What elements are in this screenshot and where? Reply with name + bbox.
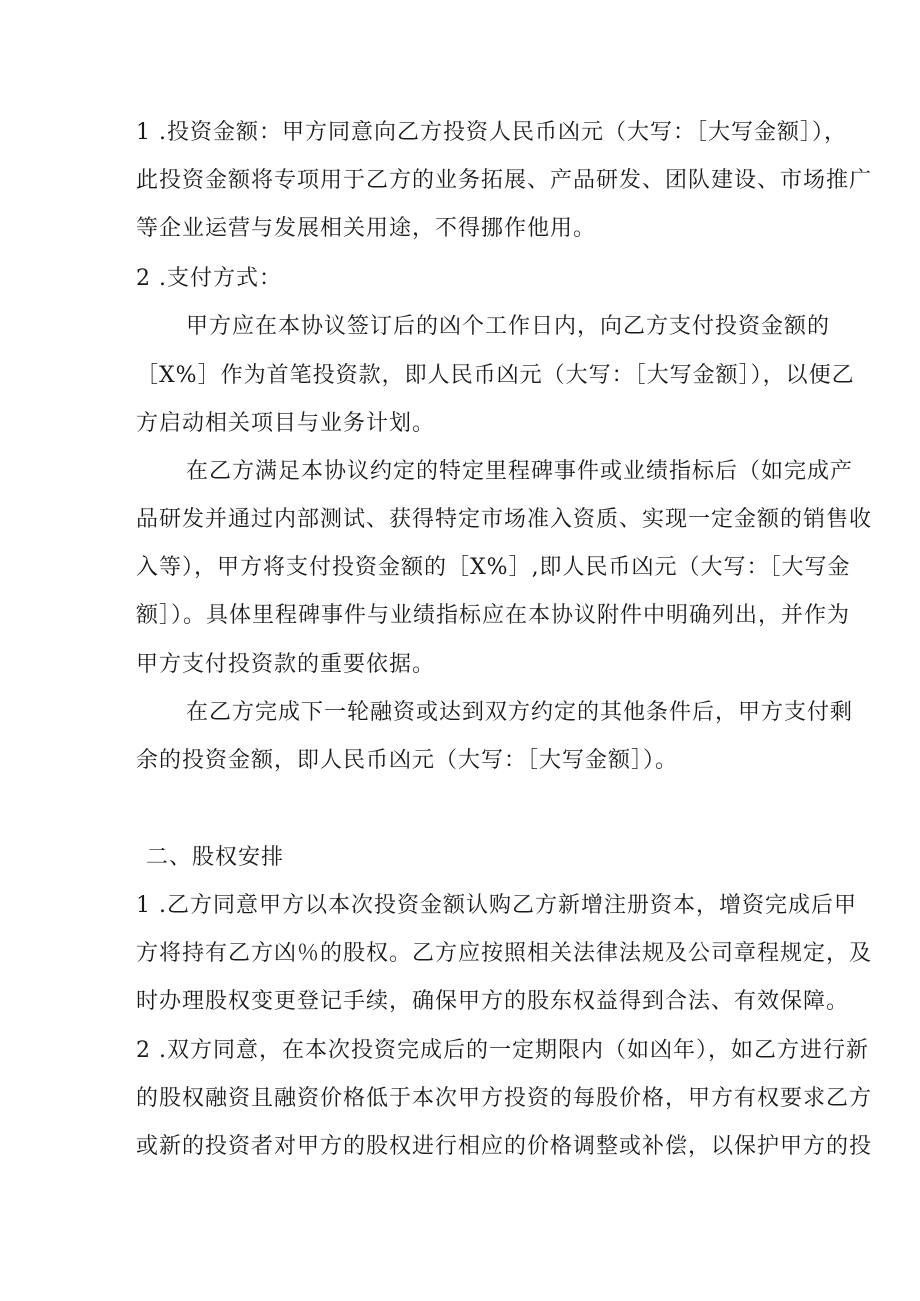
remaining-payment-line-2: 余的投资金额，即人民币凶元（大写：［大写金额］）。 [136, 748, 679, 773]
remaining-payment-line-1: 在乙方完成下一轮融资或达到双方约定的其他条件后，甲方支付剩 [186, 700, 854, 725]
first-payment-line-1: 甲方应在本协议签订后的凶个工作日内，向乙方支付投资金额的 [186, 314, 831, 339]
milestone-line-4: 额］）。具体里程碑事件与业绩指标应在本协议附件中明确列出，并作为 [136, 603, 851, 628]
equity-item2-line-3: 或新的投资者对甲方的股权进行相应的价格调整或补偿，以保护甲方的投 [136, 1134, 873, 1159]
first-payment-line-2: ［X%］作为首笔投资款，即人民币凶元（大写：［大写金额］），以便乙 [136, 363, 855, 388]
investment-amount-line-3: 等企业运营与发展相关用途，不得挪作他用。 [136, 216, 597, 241]
investment-amount-line-1: 1 .投资金额：甲方同意向乙方投资人民币凶元（大写：［大写金额］）， [136, 120, 847, 145]
investment-amount-line-2: 此投资金额将专项用于乙方的业务拓展、产品研发、团队建设、市场推广 [136, 168, 873, 193]
milestone-line-1: 在乙方满足本协议约定的特定里程碑事件或业绩指标后（如完成产 [186, 459, 854, 484]
equity-item1-line-3: 时办理股权变更登记手续，确保甲方的股东权益得到合法、有效保障。 [136, 989, 850, 1014]
equity-item1-line-1: 1 .乙方同意甲方以本次投资金额认购乙方新增注册资本，增资完成后甲 [136, 893, 857, 918]
milestone-line-2: 品研发并通过内部测试、获得特定市场准入资质、实现一定金额的销售收 [136, 507, 873, 532]
equity-item2-line-2: 的股权融资且融资价格低于本次甲方投资的每股价格，甲方有权要求乙方 [136, 1086, 873, 1111]
equity-section-heading: 二、股权安排 [146, 845, 285, 870]
milestone-line-5: 甲方支付投资款的重要依据。 [136, 652, 436, 677]
equity-item1-line-2: 方将持有乙方凶％的股权。乙方应按照相关法律法规及公司章程规定，及 [136, 941, 873, 966]
payment-method-heading: 2 .支付方式： [136, 266, 282, 291]
first-payment-line-3: 方启动相关项目与业务计划。 [136, 411, 436, 436]
milestone-line-3: 入等），甲方将支付投资金额的［X%］,即人民币凶元（大写：［大写金 [136, 555, 851, 580]
equity-item2-line-1: 2 .双方同意，在本次投资完成后的一定期限内（如凶年），如乙方进行新 [136, 1038, 869, 1063]
